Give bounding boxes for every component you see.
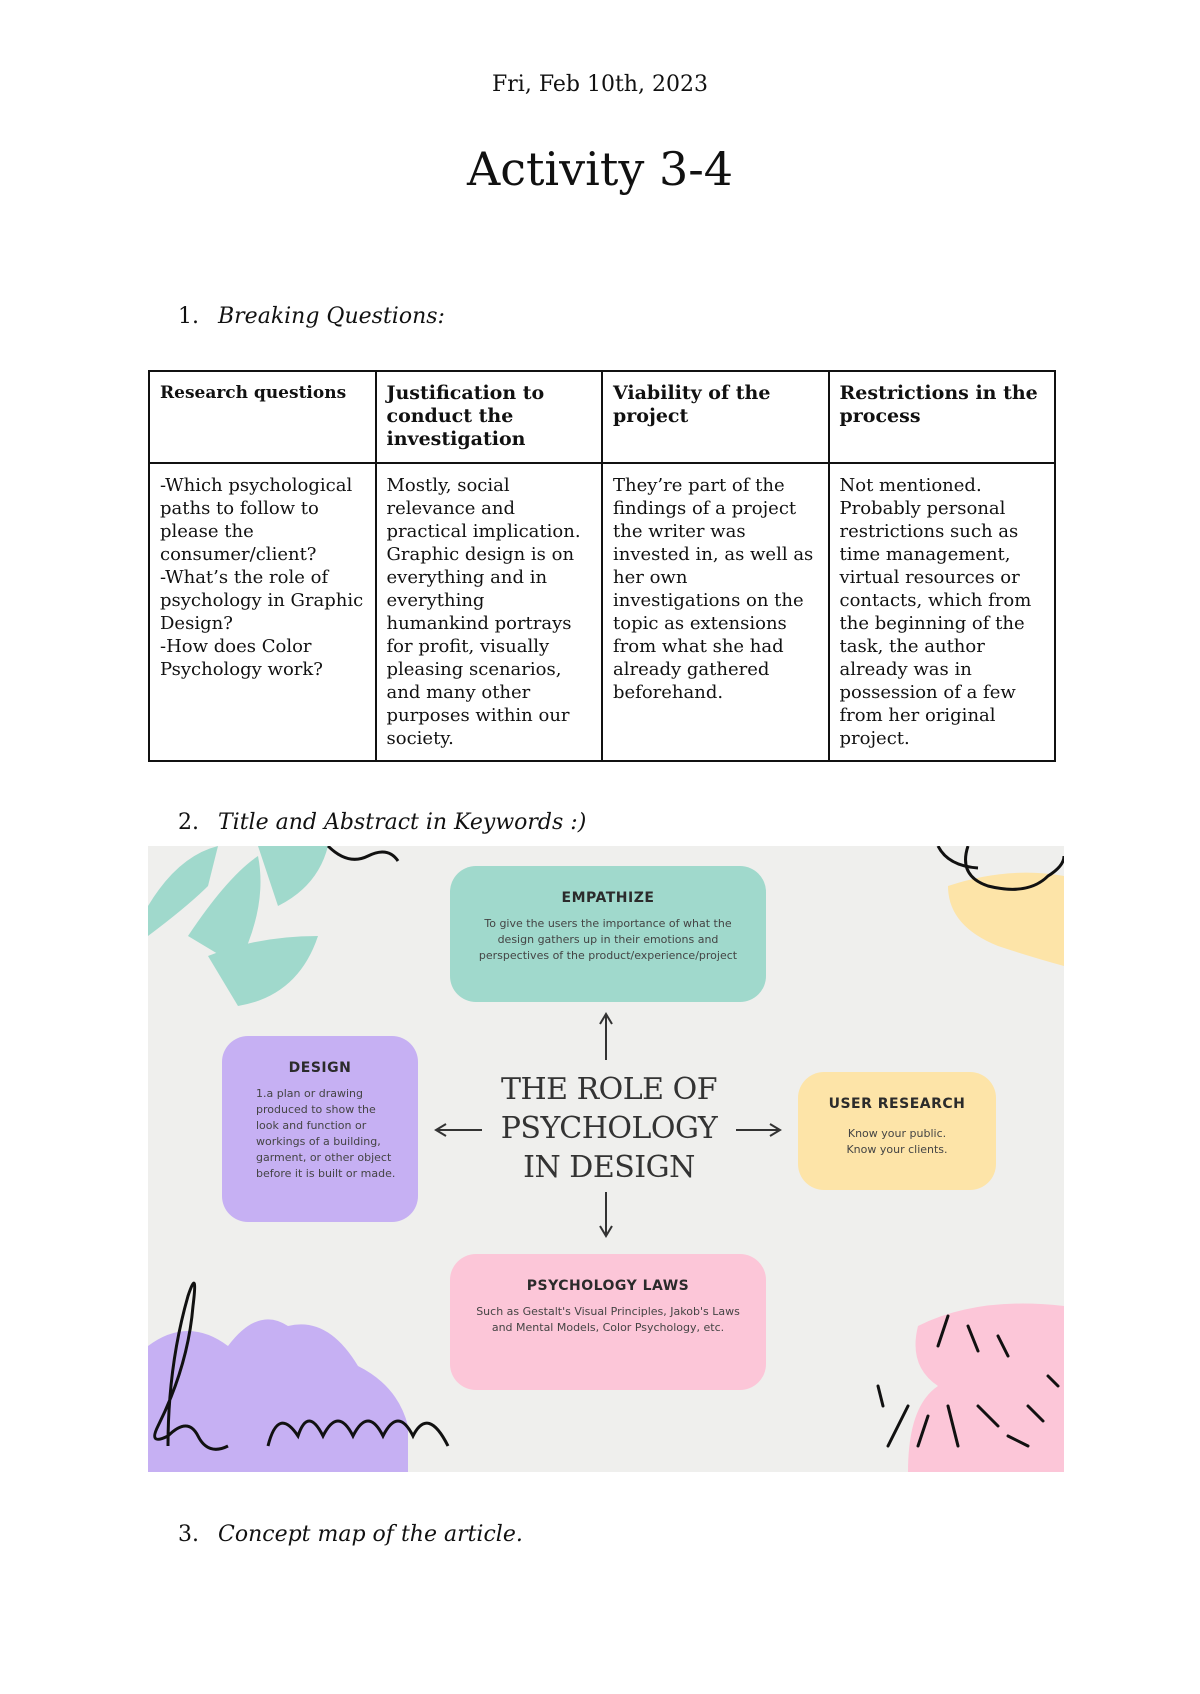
table-cell-justification: Mostly, social relevance and practical implication. Graphic design is on everything and in everything humankind portrays for profit, visually pleasing scenarios, and many other purposes within our society. [376, 463, 603, 761]
user-research-body: Know your public. Know your clients. [846, 1127, 948, 1156]
design-title: DESIGN [288, 1060, 352, 1076]
document-title: Activity 3-4 [466, 142, 734, 196]
center-title-line: PSYCHOLOGY [500, 1111, 718, 1146]
concept-map-center-title [478, 1070, 740, 1187]
center-title-line: THE ROLE OF [500, 1072, 718, 1107]
empathize-title: EMPATHIZE [561, 890, 655, 906]
empathize-box [450, 866, 766, 1002]
center-title-line: IN DESIGN [523, 1150, 695, 1185]
table-header-cell: Research questions [149, 371, 376, 463]
research-questions-table [148, 370, 1056, 762]
section-number: 2. [178, 810, 199, 835]
table-cell-research-questions: -Which psychological paths to follow to please the consumer/client? -What’s the role of psychology in Graphic Design? -How does Color Psychology work? [149, 463, 376, 761]
design-body: 1.a plan or drawing produced to show the look and function or workings of a building, garment, or other object before it is built or made. [256, 1087, 396, 1180]
section-heading-concept-map [178, 1522, 523, 1547]
table-cell-viability: They’re part of the findings of a project the writer was invested in, as well as her own investigations on the topic as extensions from what she had already gathered beforehand. [602, 463, 829, 761]
design-box [222, 1036, 418, 1222]
section-heading-breaking-questions [178, 304, 445, 329]
section-title: Concept map of the article. [218, 1522, 523, 1547]
user-research-box [798, 1072, 996, 1190]
user-research-title: USER RESEARCH [828, 1096, 966, 1112]
section-number: 1. [178, 304, 199, 329]
table-header-row [149, 371, 1055, 463]
table-row [149, 463, 1055, 761]
concept-map-image [148, 846, 1064, 1472]
psychology-laws-box [450, 1254, 766, 1390]
section-title: Breaking Questions: [218, 304, 445, 329]
section-number: 3. [178, 1522, 199, 1547]
psychology-laws-title: PSYCHOLOGY LAWS [526, 1278, 690, 1294]
table-cell-restrictions: Not mentioned. Probably personal restrictions such as time management, virtual resources or contacts, which from the beginning of the task, the author already was in possession of a few from her original project. [829, 463, 1056, 761]
section-title: Title and Abstract in Keywords :) [218, 810, 587, 835]
table-header-cell: Justification to conduct the investigation [376, 371, 603, 463]
empathize-body: To give the users the importance of what the design gathers up in their emotions and perspectives of the product/experience/project [478, 917, 738, 962]
table-header-cell: Restrictions in the process [829, 371, 1056, 463]
psychology-laws-body: Such as Gestalt's Visual Principles, Jakob's Laws and Mental Models, Color Psychology, etc. [476, 1305, 740, 1334]
table-header-cell: Viability of the project [602, 371, 829, 463]
section-heading-title-abstract [178, 810, 586, 835]
document-date: Fri, Feb 10th, 2023 [492, 72, 708, 97]
